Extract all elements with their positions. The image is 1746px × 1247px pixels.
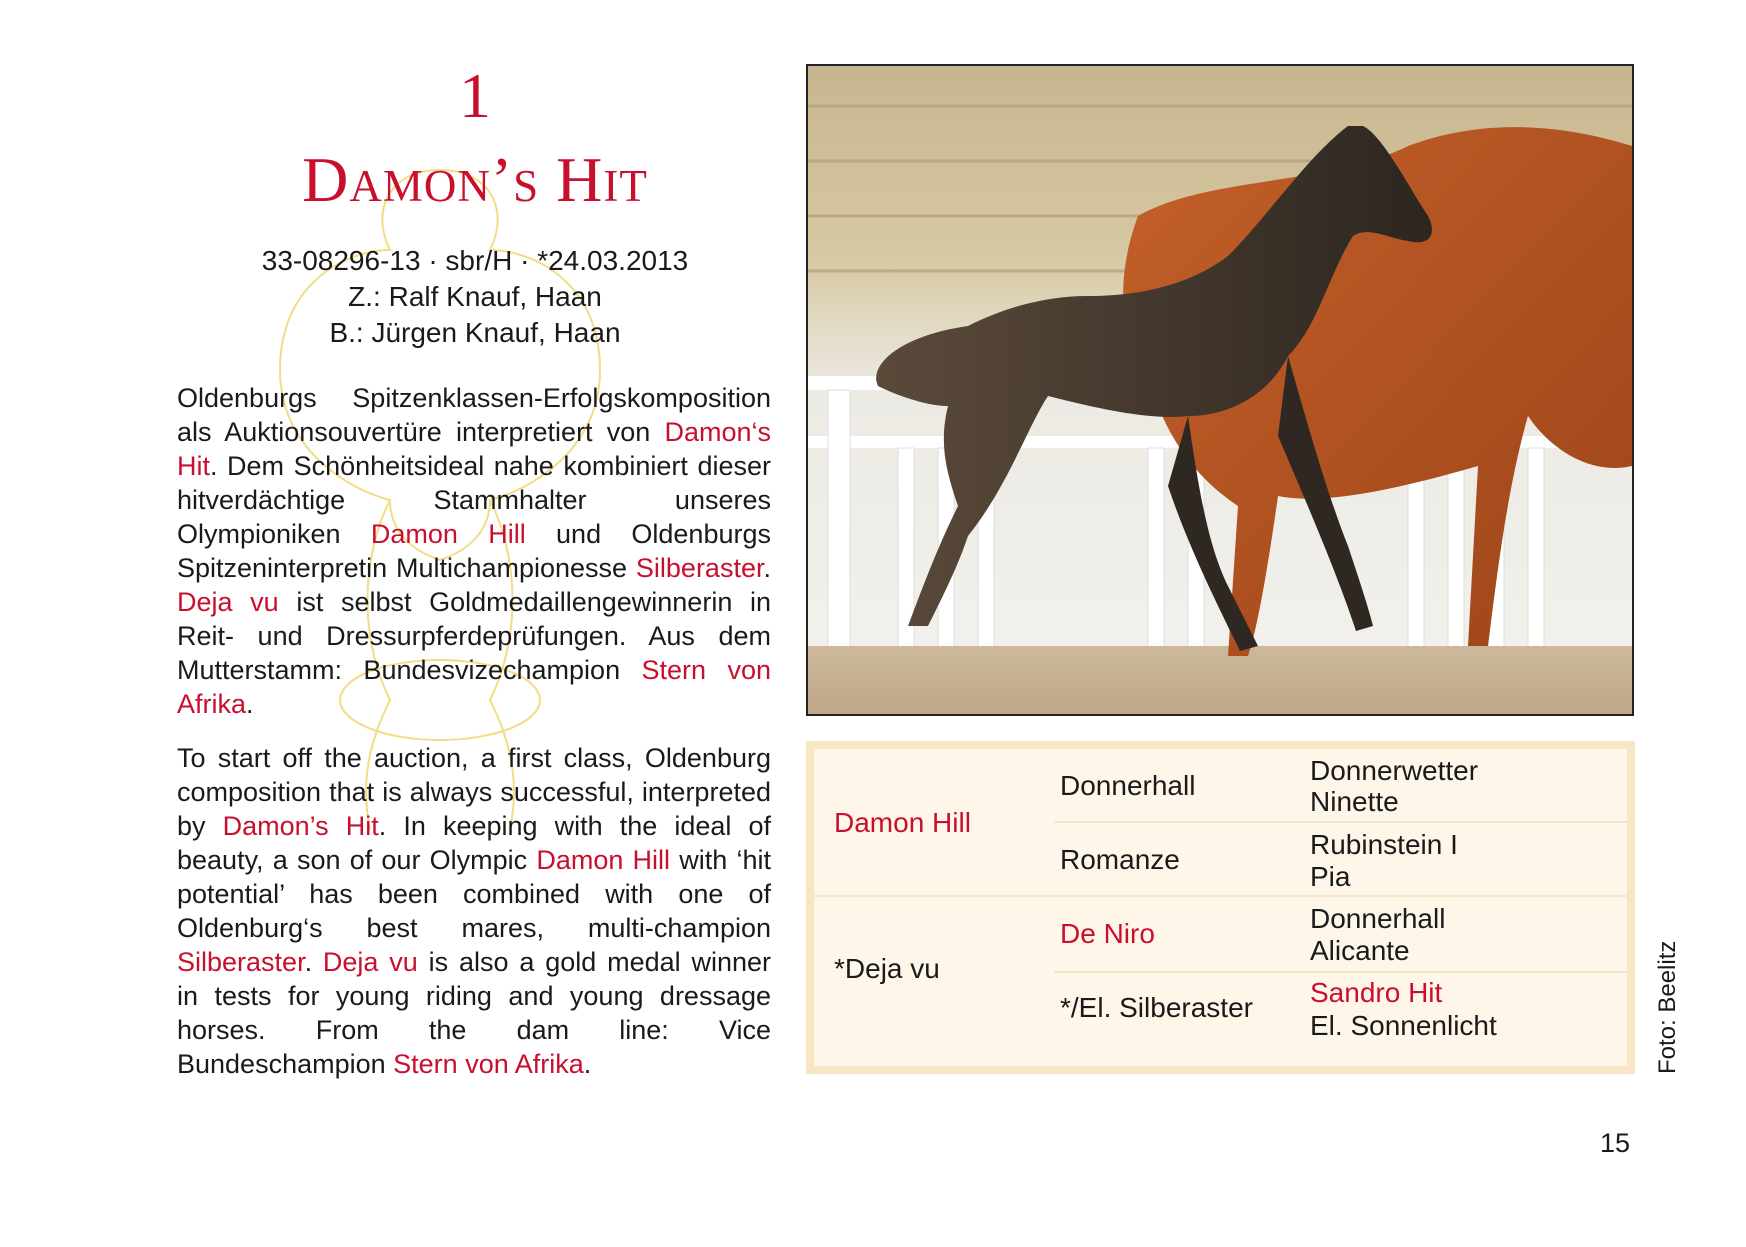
mare-name-highlight: Silberaster [177, 947, 305, 977]
pedigree-sire-dam-dam: Pia [1310, 861, 1351, 892]
horse-details [160, 243, 790, 351]
champion-name-highlight: Stern von Afrika [177, 655, 771, 719]
photo-credit: Foto: Beelitz [1654, 940, 1681, 1074]
pedigree-sire-sire-sire: Donnerwetter [1310, 755, 1479, 786]
pedigree-sire: Damon Hill [834, 807, 971, 838]
description-german: Oldenburgs Spitzenklassen-Erfolgskomposition als Auktionsouvertüre interpretiert von Damon‘s Hit. Dem Schönheitsideal nahe kombiniert dieser hitverdächtige Stammhalter unseres Olympioniken Damon Hill und Oldenburgs Spitzeninterpretin Multichampionesse Silberaster. Deja vu ist selbst Goldmedaillengewinnerin in Reit- und Dressurpferdeprüfungen. Aus dem Mutterstamm: Bundesvizechampion Stern von Afrika. [177, 383, 771, 719]
pedigree-dam-sire-sire: Donnerhall [1310, 903, 1446, 934]
breeder-line: Z.: Ralf Knauf, Haan [348, 281, 602, 312]
pedigree-dam-sire: De Niro [1060, 918, 1155, 949]
pedigree-dam-sire-dam: Alicante [1310, 935, 1410, 966]
page-number: 15 [1600, 1128, 1631, 1158]
pedigree-dam-dam-sire: Sandro Hit [1310, 977, 1443, 1008]
horse-photo-icon [808, 66, 1632, 714]
horse-name-title: Damon’s Hit [302, 144, 648, 215]
pedigree-sire-dam: Romanze [1060, 844, 1180, 875]
registration-line: 33-08296-13 · sbr/H · *24.03.2013 [261, 245, 689, 276]
owner-line: B.: Jürgen Knauf, Haan [329, 317, 621, 348]
horse-name-highlight: Damon’s Hit [222, 811, 379, 841]
pedigree-dam: *Deja vu [834, 953, 940, 984]
horse-photo [806, 64, 1634, 716]
pedigree-dam-dam-dam: El. Sonnenlicht [1310, 1010, 1497, 1041]
pedigree-table [806, 741, 1635, 1074]
horse-name-highlight: Damon‘s Hit [177, 417, 771, 481]
mare-name-highlight: Silberaster [635, 553, 764, 583]
dam-name-highlight: Deja vu [322, 947, 418, 977]
description-english: To start off the auction, a first class, Oldenburg composition that is always successful, interpreted by Damon’s Hit. In keeping with the ideal of beauty, a son of our Olympic Damon Hill with ‘hit potential’ has been combined with one of Oldenburg‘s best mares, multi-champion Silberaster. Deja vu is also a gold medal winner in tests for young riding and young dressage horses. From the dam line: Vice Bundeschampion Stern von Afrika. [177, 743, 771, 1079]
pedigree-sire-sire-dam: Ninette [1310, 786, 1399, 817]
pedigree-dam-dam: */El. Silberaster [1060, 992, 1253, 1023]
lot-number: 1 [459, 60, 491, 131]
pedigree-sire-dam-sire: Rubinstein I [1310, 829, 1458, 860]
champion-name-highlight: Stern von Afrika [393, 1049, 584, 1079]
dam-name-highlight: Deja vu [177, 587, 279, 617]
sire-name-highlight: Damon Hill [370, 519, 526, 549]
pedigree-sire-sire: Donnerhall [1060, 770, 1196, 801]
sire-name-highlight: Damon Hill [536, 845, 671, 875]
